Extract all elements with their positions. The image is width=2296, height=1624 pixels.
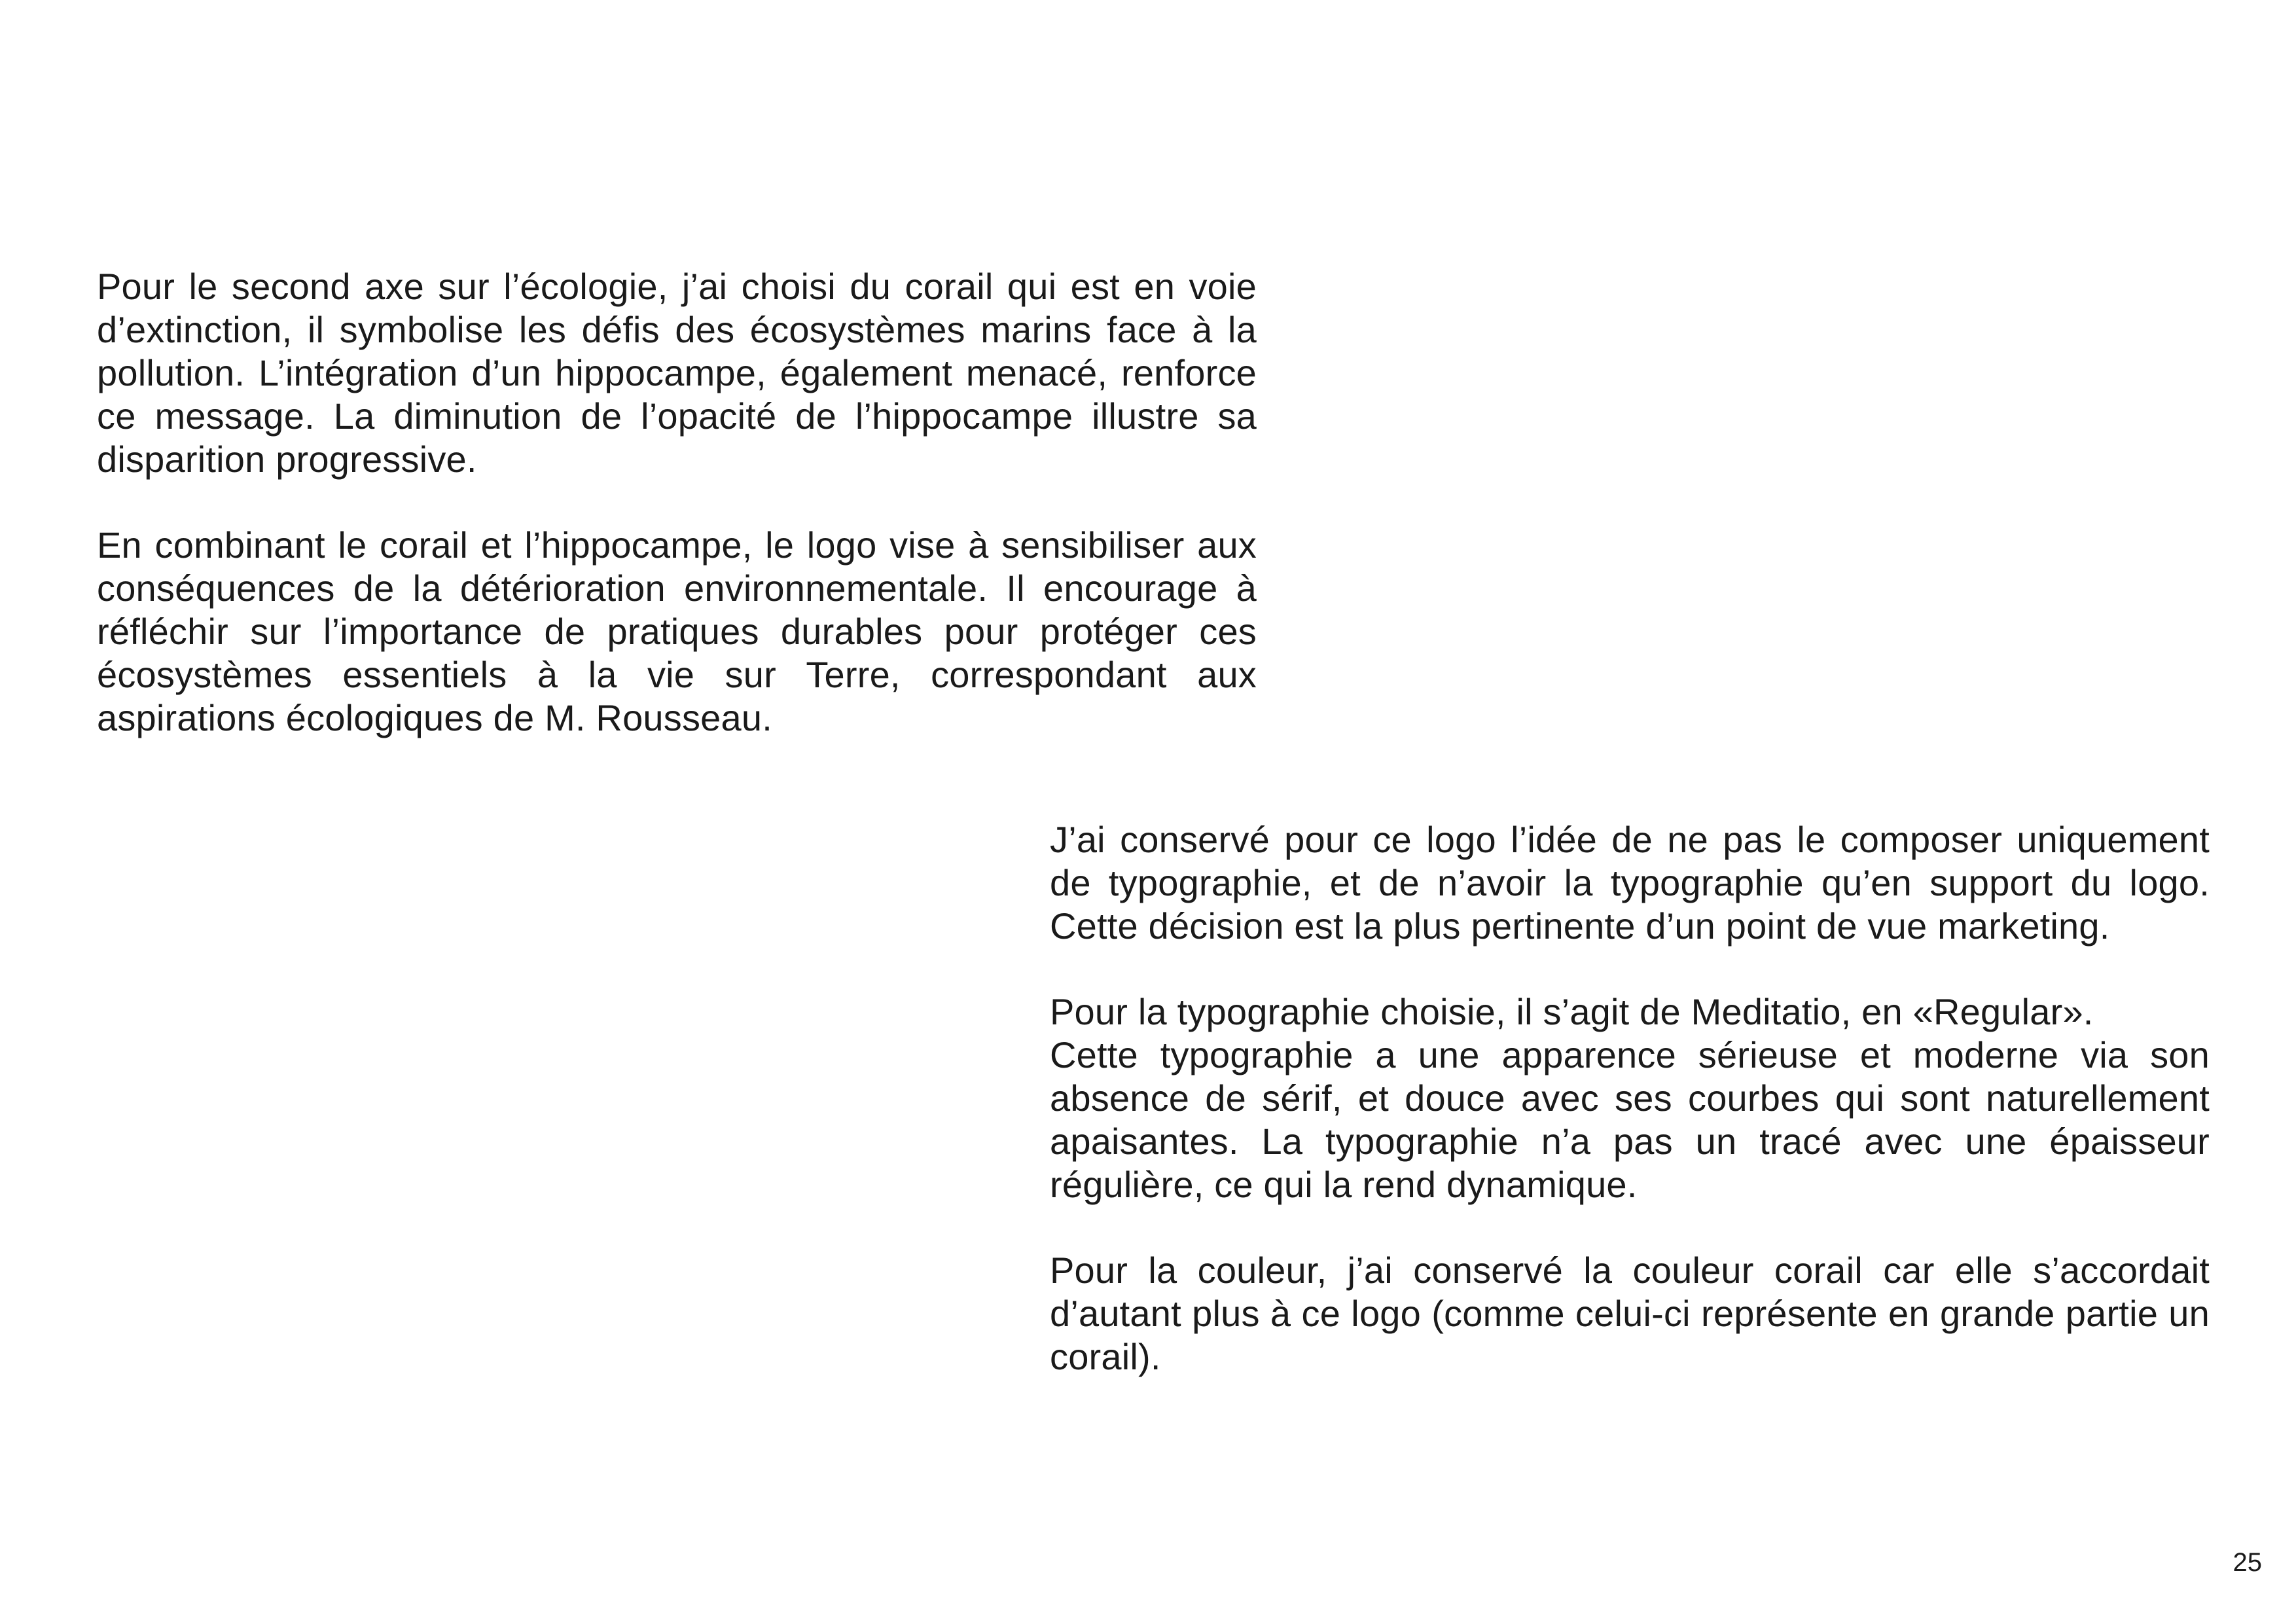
paragraph-color-choice: Pour la couleur, j’ai conservé la couleur corail car elle s’accordait d’autant plus à ce logo (comme celui-ci représente en grande partie un corail).	[1050, 1250, 2210, 1377]
right-text-column	[1050, 818, 2210, 1379]
paragraph-logo-awareness: En combinant le corail et l’hippocampe, le logo vise à sensibiliser aux conséquences de la détérioration environnementale. Il encourage à réfléchir sur l’importance de pratiques durables pour protéger ces écosystèmes essentiels à la vie sur Terre, correspondant aux aspirations écologiques de M. Rousseau.	[97, 524, 1257, 738]
paragraph-ecology-axis: Pour le second axe sur l’écologie, j’ai choisi du corail qui est en voie d’extinction, il symbolise les défis des écosystèmes marins face à la pollution. L’intégration d’un hippocampe, également menacé, renforce ce message. La diminution de l’opacité de l’hippocampe illustre sa disparition progressive.	[97, 266, 1257, 480]
paragraph-typeface-choice: Pour la typographie choisie, il s’agit de Meditatio, en «Regular».	[1050, 991, 2094, 1032]
paragraph-logo-composition: J’ai conservé pour ce logo l’idée de ne pas le composer uniquement de typographie, et de n’avoir la typographie qu’en support du logo. Cette décision est la plus pertinente d’un point de vue marketing.	[1050, 819, 2210, 947]
paragraph-typeface-description: Cette typographie a une apparence sérieuse et moderne via son absence de sérif, et douce avec ses courbes qui sont naturellement apaisantes. La typographie n’a pas un tracé avec une épaisseur régulière, ce qui la rend dynamique.	[1050, 1034, 2210, 1205]
page-number: 25	[2233, 1548, 2262, 1577]
left-text-column	[97, 265, 1257, 740]
